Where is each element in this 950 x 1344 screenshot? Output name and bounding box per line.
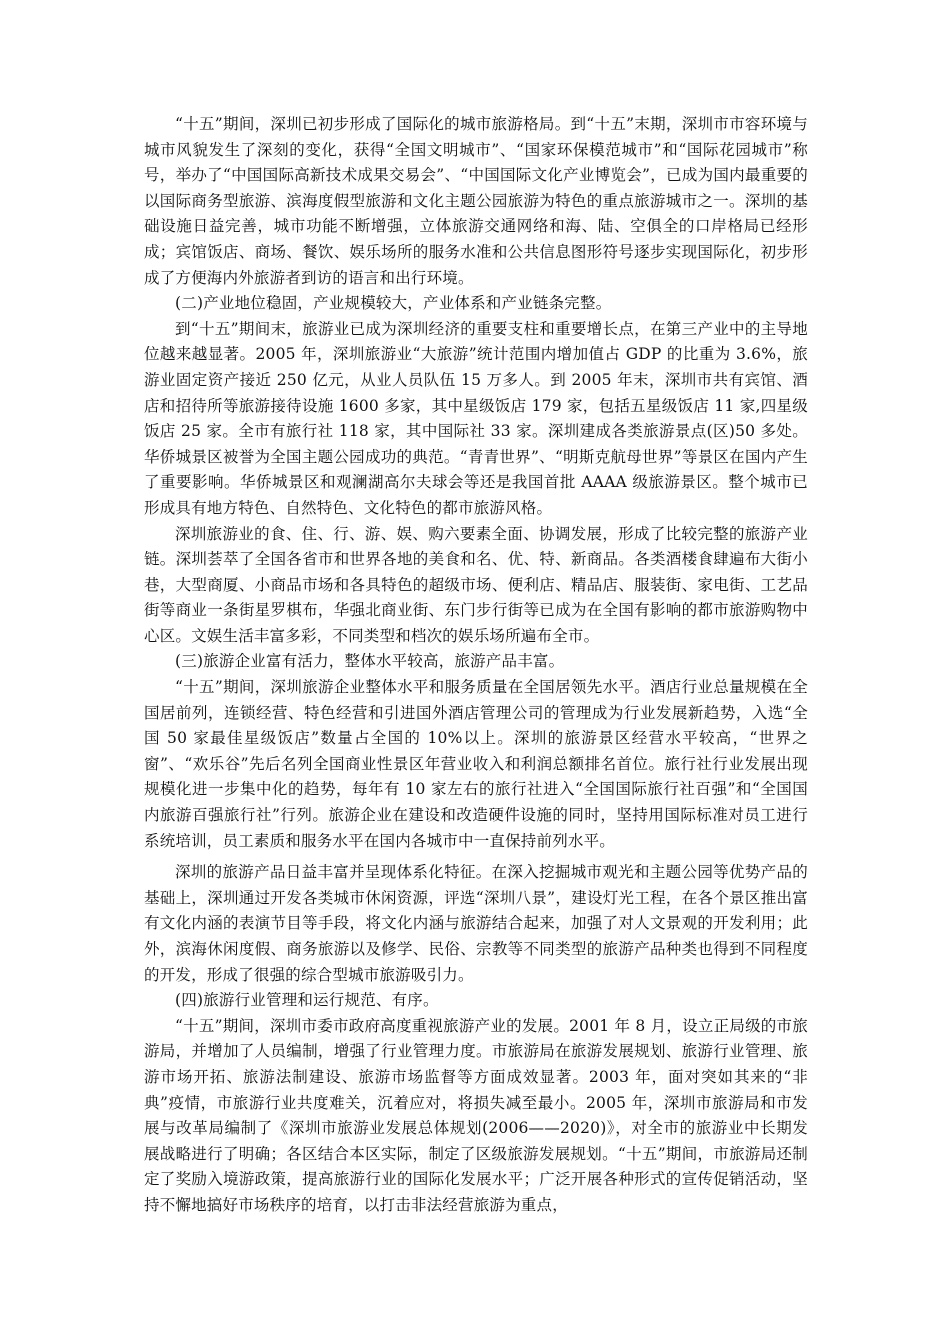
paragraph-management-details: “十五”期间，深圳市委市政府高度重视旅游产业的发展。2001 年 8 月，设立正局级的市旅游局，并增加了人员编制，增强了行业管理力度。市旅游局在旅游发展规划、旅游行业管理、旅游市场开拓、旅游法制建设、旅游市场监督等方面成效显著。2003 年，面对突如其来的“非典”疫情，市旅游行业共度难关，沉着应对，将损失减至最小。2005 年，深圳市旅游局和市发展与改革局编制了《深圳市旅游业发展总体规划(2006——2020)》，对全市的旅游业中长期发展战略进行了明确；各区结合本区实际，制定了区级旅游发展规划。“十五”期间，市旅游局还制定了奖励入境游政策，提高旅游行业的国际化发展水平；广泛开展各种形式的宣传促销活动，坚持不懈地搞好市场秩序的培育，以打击非法经营旅游为重点， bbox=[144, 1016, 808, 1214]
document-body bbox=[144, 112, 808, 1219]
paragraph-enterprise-level: “十五”期间，深圳旅游企业整体水平和服务质量在全国居领先水平。酒店行业总量规模在全国居前列，连锁经营、特色经营和引进国外酒店管理公司的管理成为行业发展新趋势，入选“全国 50 家最佳星级饭店”数量占全国的 10%以上。深圳的旅游景区经营水平较高，“世界之窗”、“欢乐谷”先后名列全国商业性景区年营业收入和利润总额排名首位。旅行社行业发展出现规模化进一步集中化的趋势，每年有 10 家左右的旅行社进入“全国国际旅行社百强”和“全国国内旅游百强旅行社”行列。旅游企业在建设和改造硬件设施的同时，坚持用国际标准对员工进行系统培训，员工素质和服务水平在国内各城市中一直保持前列水平。 bbox=[144, 678, 808, 850]
paragraph-industry-scale: 到“十五”期间末，旅游业已成为深圳经济的重要支柱和重要增长点，在第三产业中的主导地位越来越显著。2005 年，深圳旅游业“大旅游”统计范围内增加值占 GDP 的比重为 3.6%，旅游业固定资产接近 250 亿元，从业人员队伍 15 万多人。到 2005 年末，深圳市共有宾馆、酒店和招待所等旅游接待设施 1600 多家，其中星级饭店 179 家，包括五星级饭店 11 家,四星级饭店 25 家。全市有旅行社 118 家，其中国际社 33 家。深圳建成各类旅游景点(区)50 多处。华侨城景区被誉为全国主题公园成功的典范。“青青世界”、“明斯克航母世界”等景区在国内产生了重要影响。华侨城景区和观澜湖高尔夫球会等还是我国首批 AAAA 级旅游景区。整个城市已形成具有地方特色、自然特色、文化特色的都市旅游风格。 bbox=[144, 319, 808, 517]
heading-industry-management: (四)旅游行业管理和运行规范、有序。 bbox=[175, 991, 439, 1010]
heading-enterprise-vitality: (三)旅游企业富有活力，整体水平较高，旅游产品丰富。 bbox=[175, 652, 565, 671]
paragraph-tourism-pattern: “十五”期间，深圳已初步形成了国际化的城市旅游格局。到“十五”末期，深圳市市容环境与城市风貌发生了深刻的变化，获得“全国文明城市”、“国家环保模范城市”和“国际花园城市”称号，举办了“中国国际高新技术成果交易会”、“中国国际文化产业博览会”，已成为国内最重要的以国际商务型旅游、滨海度假型旅游和文化主题公园旅游为特色的重点旅游城市之一。深圳的基础设施日益完善，城市功能不断增强，立体旅游交通网络和海、陆、空俱全的口岸格局已经形成；宾馆饭店、商场、餐饮、娱乐场所的服务水准和公共信息图形符号逐步实现国际化，初步形成了方便海内外旅游者到访的语言和出行环境。 bbox=[144, 115, 808, 287]
paragraph-industry-chain: 深圳旅游业的食、住、行、游、娱、购六要素全面、协调发展，形成了比较完整的旅游产业链。深圳荟萃了全国各省市和世界各地的美食和名、优、特、新商品。各类酒楼食肆遍布大街小巷，大型商厦、小商品市场和各具特色的超级市场、便利店、精品店、服装街、家电街、工艺品街等商业一条街星罗棋布，华强北商业街、东门步行街等已成为在全国有影响的都市旅游购物中心区。文娱生活丰富多彩，不同类型和档次的娱乐场所遍布全市。 bbox=[144, 524, 808, 645]
heading-industry-status: (二)产业地位稳固，产业规模较大，产业体系和产业链条完整。 bbox=[175, 294, 612, 313]
paragraph-tourism-products: 深圳的旅游产品日益丰富并呈现体系化特征。在深入挖掘城市观光和主题公园等优势产品的基础上，深圳通过开发各类城市休闲资源，评选“深圳八景”，建设灯光工程，在各个景区推出富有文化内涵的表演节目等手段，将文化内涵与旅游结合起来，加强了对人文景观的开发利用；此外，滨海休闲度假、商务旅游以及修学、民俗、宗教等不同类型的旅游产品种类也得到不同程度的开发，形成了很强的综合型城市旅游吸引力。 bbox=[144, 863, 808, 984]
